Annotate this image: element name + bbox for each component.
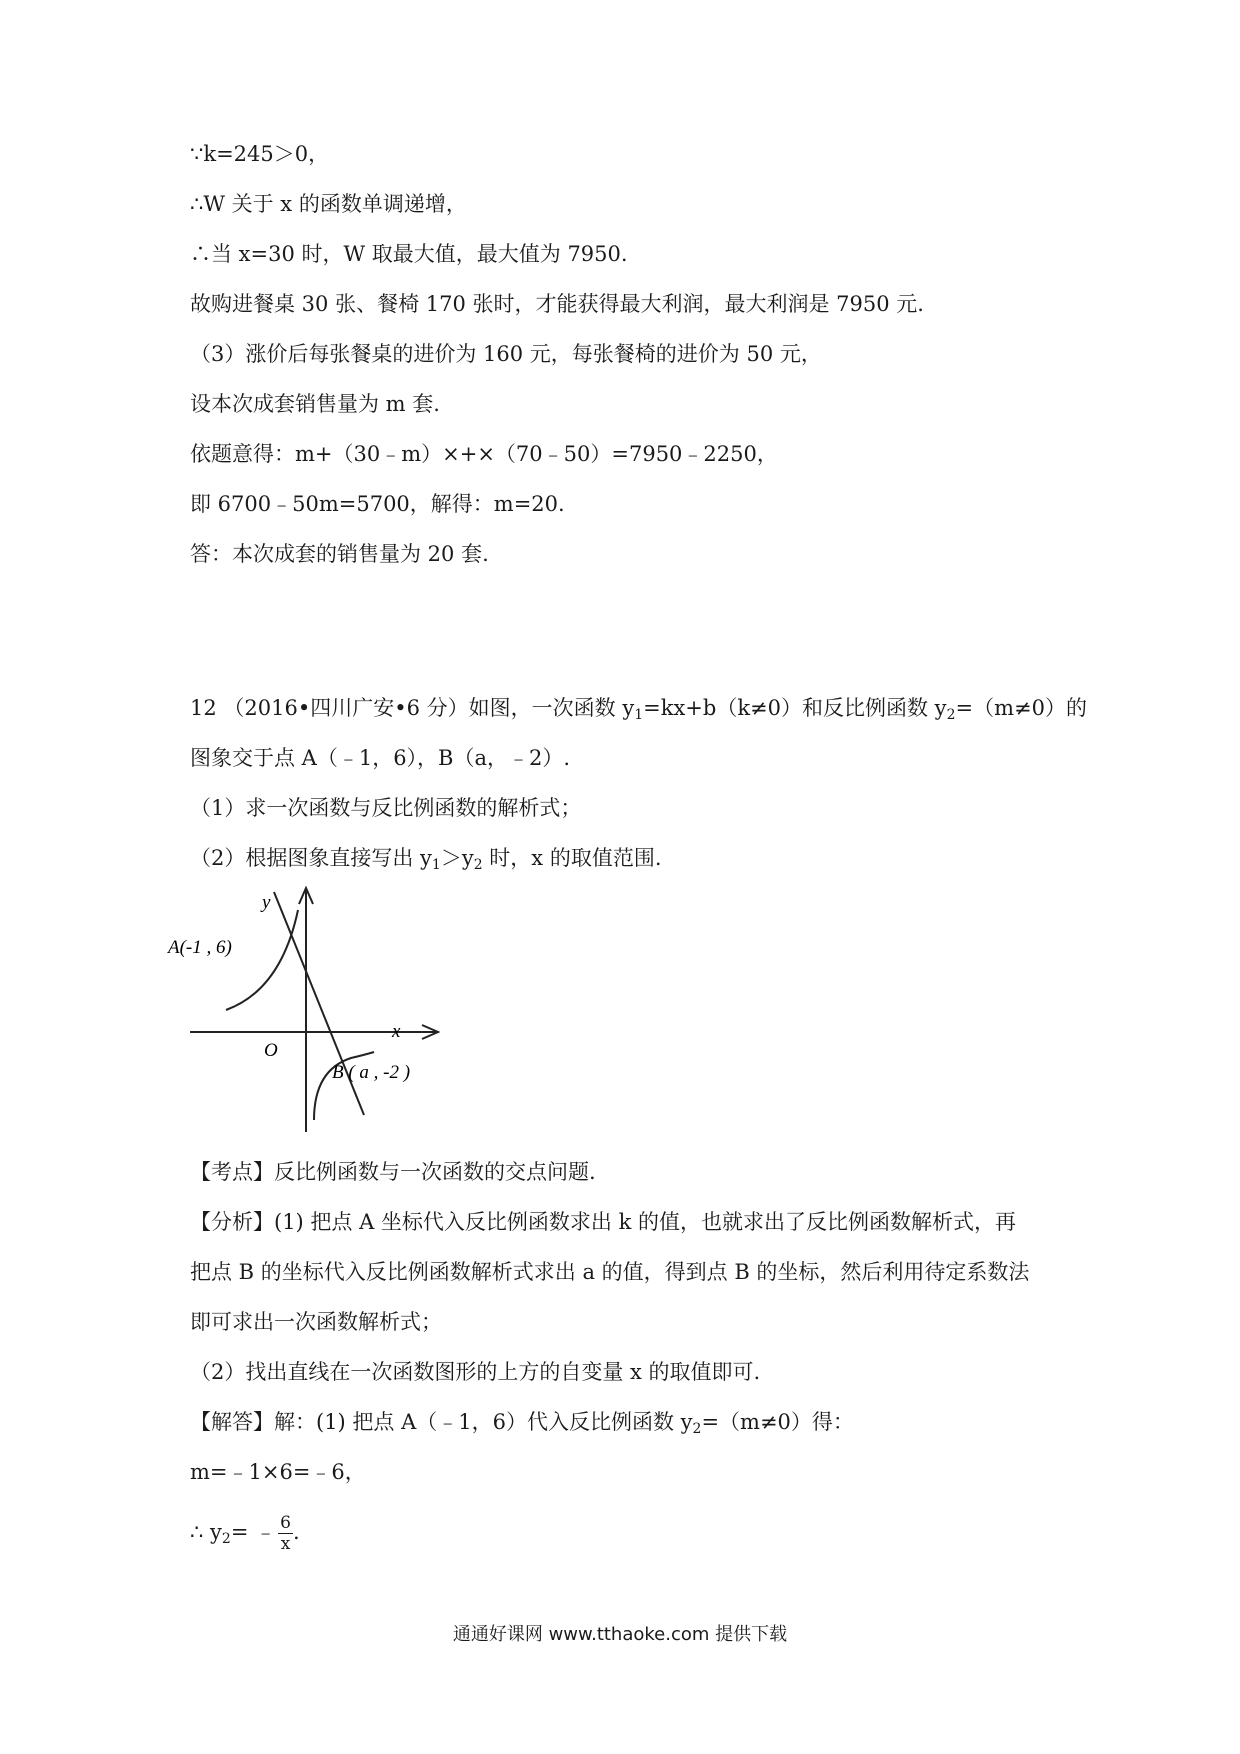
problem-part-1: （1）求一次函数与反比例函数的解析式；: [190, 796, 582, 820]
problem-statement: [190, 694, 1087, 729]
solution-analysis: 【分析】(1) 把点 A 坐标代入反比例函数求出 k 的值，也就求出了反比例函数解析式，再: [190, 1210, 1017, 1234]
page-footer: 通通好课网 www.tthaoke.com 提供下载: [452, 1624, 788, 1645]
text-line: ∵k=245＞0，: [190, 142, 330, 166]
subscript: 2: [692, 1421, 702, 1437]
x-axis-label: x: [392, 1021, 401, 1042]
subscript: 2: [221, 1531, 231, 1547]
text-line: 依题意得：m+（30﹣m）×+×（70﹣50）=7950﹣2250，: [190, 442, 778, 466]
text-line: 答：本次成套的销售量为 20 套.: [190, 542, 489, 566]
point-a-label: A(-1 , 6): [168, 937, 232, 958]
problem-text: =kx+b（k≠0）和反比例函数 y: [643, 696, 947, 720]
text-line: ∴W 关于 x 的函数单调递增，: [190, 192, 467, 216]
solution-text: 【解答】解：(1) 把点 A（﹣1，6）代入反比例函数 y: [190, 1410, 693, 1434]
solution-key-point: 【考点】反比例函数与一次函数的交点问题.: [190, 1160, 596, 1184]
solution-analysis: 把点 B 的坐标代入反比例函数解析式求出 a 的值，得到点 B 的坐标，然后利用待定系数法: [190, 1260, 1030, 1284]
solution-answer: [190, 1408, 854, 1443]
solution-answer: m=﹣1×6=﹣6，: [190, 1460, 366, 1484]
problem-statement: 图象交于点 A（﹣1，6），B（a，﹣2）.: [190, 746, 571, 770]
solution-text: ∴ y: [190, 1520, 222, 1544]
y-axis-label: y: [262, 892, 271, 913]
problem-part-2: [190, 844, 662, 879]
subscript: 2: [473, 857, 483, 873]
solution-analysis: 即可求出一次函数解析式；: [190, 1310, 442, 1334]
solution-text: =（m≠0）得：: [701, 1410, 854, 1434]
function-graph: [168, 880, 476, 1140]
origin-label: O: [264, 1040, 278, 1061]
text-line: 故购进餐桌 30 张、餐椅 170 张时，才能获得最大利润，最大利润是 7950 元.: [190, 292, 924, 316]
problem-text: ＞y: [440, 846, 474, 870]
solution-answer: [190, 1510, 300, 1561]
solution-text: .: [292, 1520, 300, 1544]
fraction: [278, 1513, 293, 1554]
text-line: （3）涨价后每张餐桌的进价为 160 元，每张餐椅的进价为 50 元，: [190, 342, 822, 366]
fraction-numerator: 6: [280, 1513, 291, 1533]
subscript: 2: [946, 707, 956, 723]
problem-text: （2）根据图象直接写出 y: [190, 846, 432, 870]
point-b-label: B ( a , -2 ): [332, 1062, 411, 1083]
solution-analysis: （2）找出直线在一次函数图形的上方的自变量 x 的取值即可.: [190, 1360, 761, 1384]
problem-text: 12 （2016•四川广安•6 分）如图，一次函数 y: [190, 696, 635, 720]
problem-text: 时，x 的取值范围.: [482, 846, 662, 870]
subscript: 1: [431, 857, 441, 873]
text-line: 设本次成套销售量为 m 套.: [190, 392, 440, 416]
solution-text: = ﹣: [230, 1520, 277, 1544]
text-line: 即 6700﹣50m=5700，解得：m=20.: [190, 492, 565, 516]
fraction-denominator: x: [280, 1534, 291, 1554]
problem-text: =（m≠0）的: [955, 696, 1087, 720]
text-line: ∴当 x=30 时，W 取最大值，最大值为 7950.: [190, 242, 628, 266]
subscript: 1: [634, 707, 644, 723]
